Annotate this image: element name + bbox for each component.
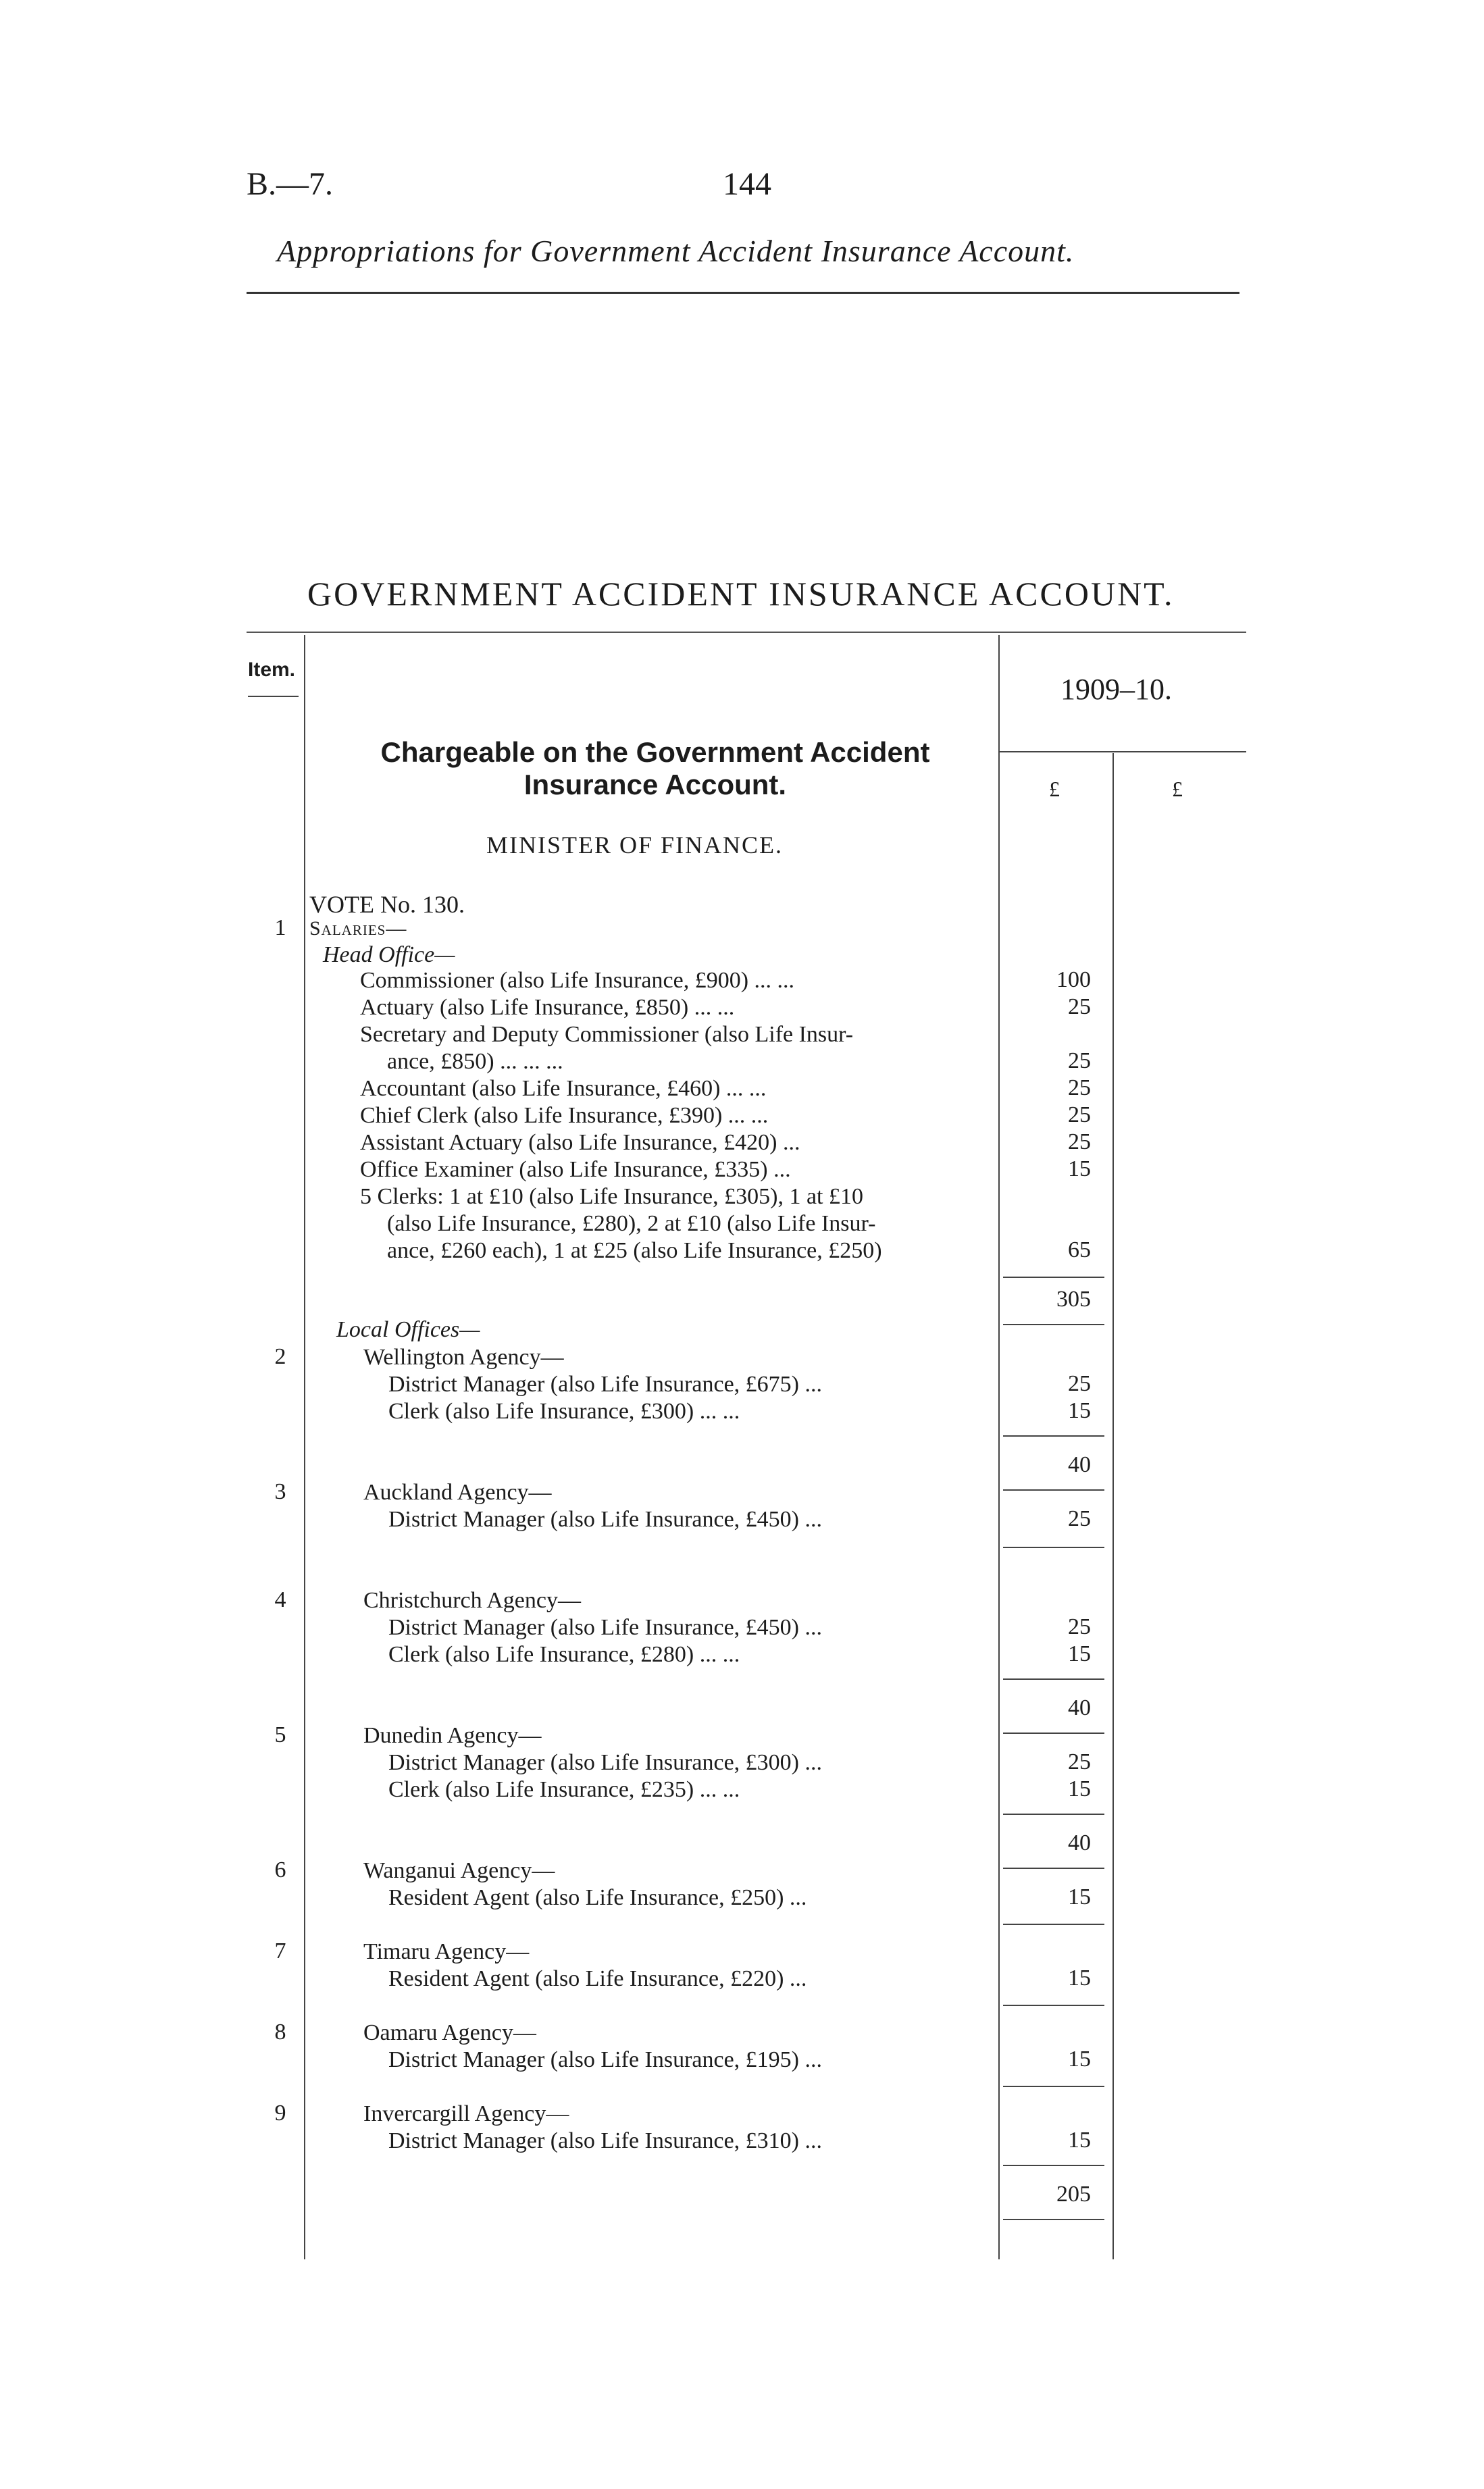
subtotal: 305 (1056, 1287, 1091, 1312)
amount: 100 (1056, 967, 1091, 992)
grand-total: 205 (1056, 2182, 1091, 2207)
list-item: Resident Agent (also Life Insurance, £250) ... (388, 1885, 807, 1910)
agency-name: Dunedin Agency— (363, 1723, 542, 1748)
agency-name: Oamaru Agency— (363, 2020, 536, 2045)
list-item-continued: (also Life Insurance, £280), 2 at £10 (also Life Insur- (387, 1211, 876, 1236)
amount: 65 (1068, 1237, 1091, 1262)
list-item: District Manager (also Life Insurance, £450) ... (388, 1615, 822, 1640)
item-underline (248, 696, 299, 697)
amount-column-rule (1112, 753, 1114, 2259)
list-item: Actuary (also Life Insurance, £850) ... ... (360, 995, 735, 1020)
amount: 15 (1068, 2128, 1091, 2153)
page-number: 144 (723, 166, 771, 202)
item-column-header: Item. (248, 659, 296, 681)
list-item: 5 Clerks: 1 at £10 (also Life Insurance, £305), 1 at £10 (360, 1184, 863, 1209)
amount: 25 (1068, 1371, 1091, 1396)
item-number: 1 (274, 915, 286, 940)
amount: 15 (1068, 2047, 1091, 2072)
header-rule (247, 292, 1239, 294)
list-item-continued: ance, £850) ... ... ... (387, 1049, 563, 1074)
list-item: Chief Clerk (also Life Insurance, £390) ... ... (360, 1103, 769, 1128)
pound-header-2: £ (1172, 777, 1183, 801)
vote-number: VOTE No. 130. (309, 891, 465, 918)
list-item: District Manager (also Life Insurance, £300) ... (388, 1750, 822, 1775)
agency-name: Timaru Agency— (363, 1939, 530, 1964)
agency-name: Wanganui Agency— (363, 1858, 555, 1883)
subtotal-rule (1003, 1733, 1104, 1734)
list-item: District Manager (also Life Insurance, £450) ... (388, 1507, 822, 1532)
amount: 15 (1068, 1884, 1091, 1909)
amount: 25 (1068, 994, 1091, 1019)
amount: 15 (1068, 1398, 1091, 1423)
amount: 15 (1068, 1156, 1091, 1181)
list-item: Office Examiner (also Life Insurance, £335) ... (360, 1157, 791, 1182)
amount: 15 (1068, 1641, 1091, 1666)
item-column-rule (304, 635, 305, 2259)
salaries-heading: Salaries— (309, 917, 407, 940)
item-number: 3 (274, 1479, 286, 1504)
document-reference: B.—7. (247, 166, 334, 202)
list-item: Commissioner (also Life Insurance, £900) ... ... (360, 968, 795, 993)
agency-name: Auckland Agency— (363, 1480, 552, 1505)
item-number: 5 (274, 1722, 286, 1747)
subtotal-rule (1003, 2005, 1104, 2006)
subtotal-rule (1003, 1277, 1104, 1278)
amount: 15 (1068, 1966, 1091, 1991)
amount: 25 (1068, 1048, 1091, 1073)
description-column-rule (998, 635, 1000, 2259)
agency-name: Invercargill Agency— (363, 2101, 569, 2126)
agency-name: Wellington Agency— (363, 1345, 564, 1370)
amount: 25 (1068, 1749, 1091, 1774)
amount: 25 (1068, 1506, 1091, 1531)
subtotal: 40 (1068, 1830, 1091, 1855)
amount: 25 (1068, 1129, 1091, 1154)
year-header: 1909–10. (1060, 673, 1172, 706)
subtotal-rule (1003, 2219, 1104, 2220)
item-number: 9 (274, 2101, 286, 2126)
subtotal-rule (1003, 1678, 1104, 1680)
subtotal: 40 (1068, 1452, 1091, 1477)
page-title: Appropriations for Government Accident Insurance Account. (277, 234, 1075, 268)
subtotal-rule (1003, 1489, 1104, 1491)
subtotal-rule (1003, 1435, 1104, 1437)
amount: 15 (1068, 1776, 1091, 1801)
year-underline (1000, 751, 1246, 752)
head-office-heading: Head Office— (323, 942, 455, 967)
subtotal-rule (1003, 1324, 1104, 1325)
pound-header-1: £ (1049, 777, 1060, 801)
item-number: 8 (274, 2020, 286, 2045)
agency-name: Christchurch Agency— (363, 1588, 581, 1613)
item-number: 4 (274, 1587, 286, 1612)
subtotal-rule (1003, 1814, 1104, 1815)
item-number: 7 (274, 1939, 286, 1964)
list-item: District Manager (also Life Insurance, £675) ... (388, 1372, 822, 1397)
list-item: Assistant Actuary (also Life Insurance, £420) ... (360, 1130, 800, 1155)
local-offices-heading: Local Offices— (336, 1317, 480, 1342)
subtotal-rule (1003, 1547, 1104, 1548)
item-number: 2 (274, 1344, 286, 1369)
list-item-continued: ance, £260 each), 1 at £25 (also Life Insurance, £250) (387, 1238, 882, 1263)
list-item: District Manager (also Life Insurance, £310) ... (388, 2128, 822, 2153)
subtotal-rule (1003, 2086, 1104, 2087)
list-item: District Manager (also Life Insurance, £195) ... (388, 2047, 822, 2072)
table-top-rule (247, 632, 1246, 633)
chargeable-heading: Chargeable on the Government Accident Insurance Account. (380, 736, 930, 800)
subtotal: 40 (1068, 1695, 1091, 1720)
amount: 25 (1068, 1614, 1091, 1639)
list-item: Clerk (also Life Insurance, £280) ... ... (388, 1642, 740, 1667)
amount: 25 (1068, 1102, 1091, 1127)
minister-heading: MINISTER OF FINANCE. (486, 831, 784, 858)
item-number: 6 (274, 1857, 286, 1882)
list-item: Accountant (also Life Insurance, £460) ... ... (360, 1076, 767, 1101)
subtotal-rule (1003, 2165, 1104, 2166)
amount: 25 (1068, 1075, 1091, 1100)
list-item: Resident Agent (also Life Insurance, £220) ... (388, 1966, 807, 1991)
list-item: Secretary and Deputy Commissioner (also Life Insur- (360, 1022, 854, 1047)
section-title: GOVERNMENT ACCIDENT INSURANCE ACCOUNT. (307, 575, 1175, 613)
subtotal-rule (1003, 1868, 1104, 1869)
list-item: Clerk (also Life Insurance, £300) ... ... (388, 1399, 740, 1424)
subtotal-rule (1003, 1924, 1104, 1925)
list-item: Clerk (also Life Insurance, £235) ... ... (388, 1777, 740, 1802)
